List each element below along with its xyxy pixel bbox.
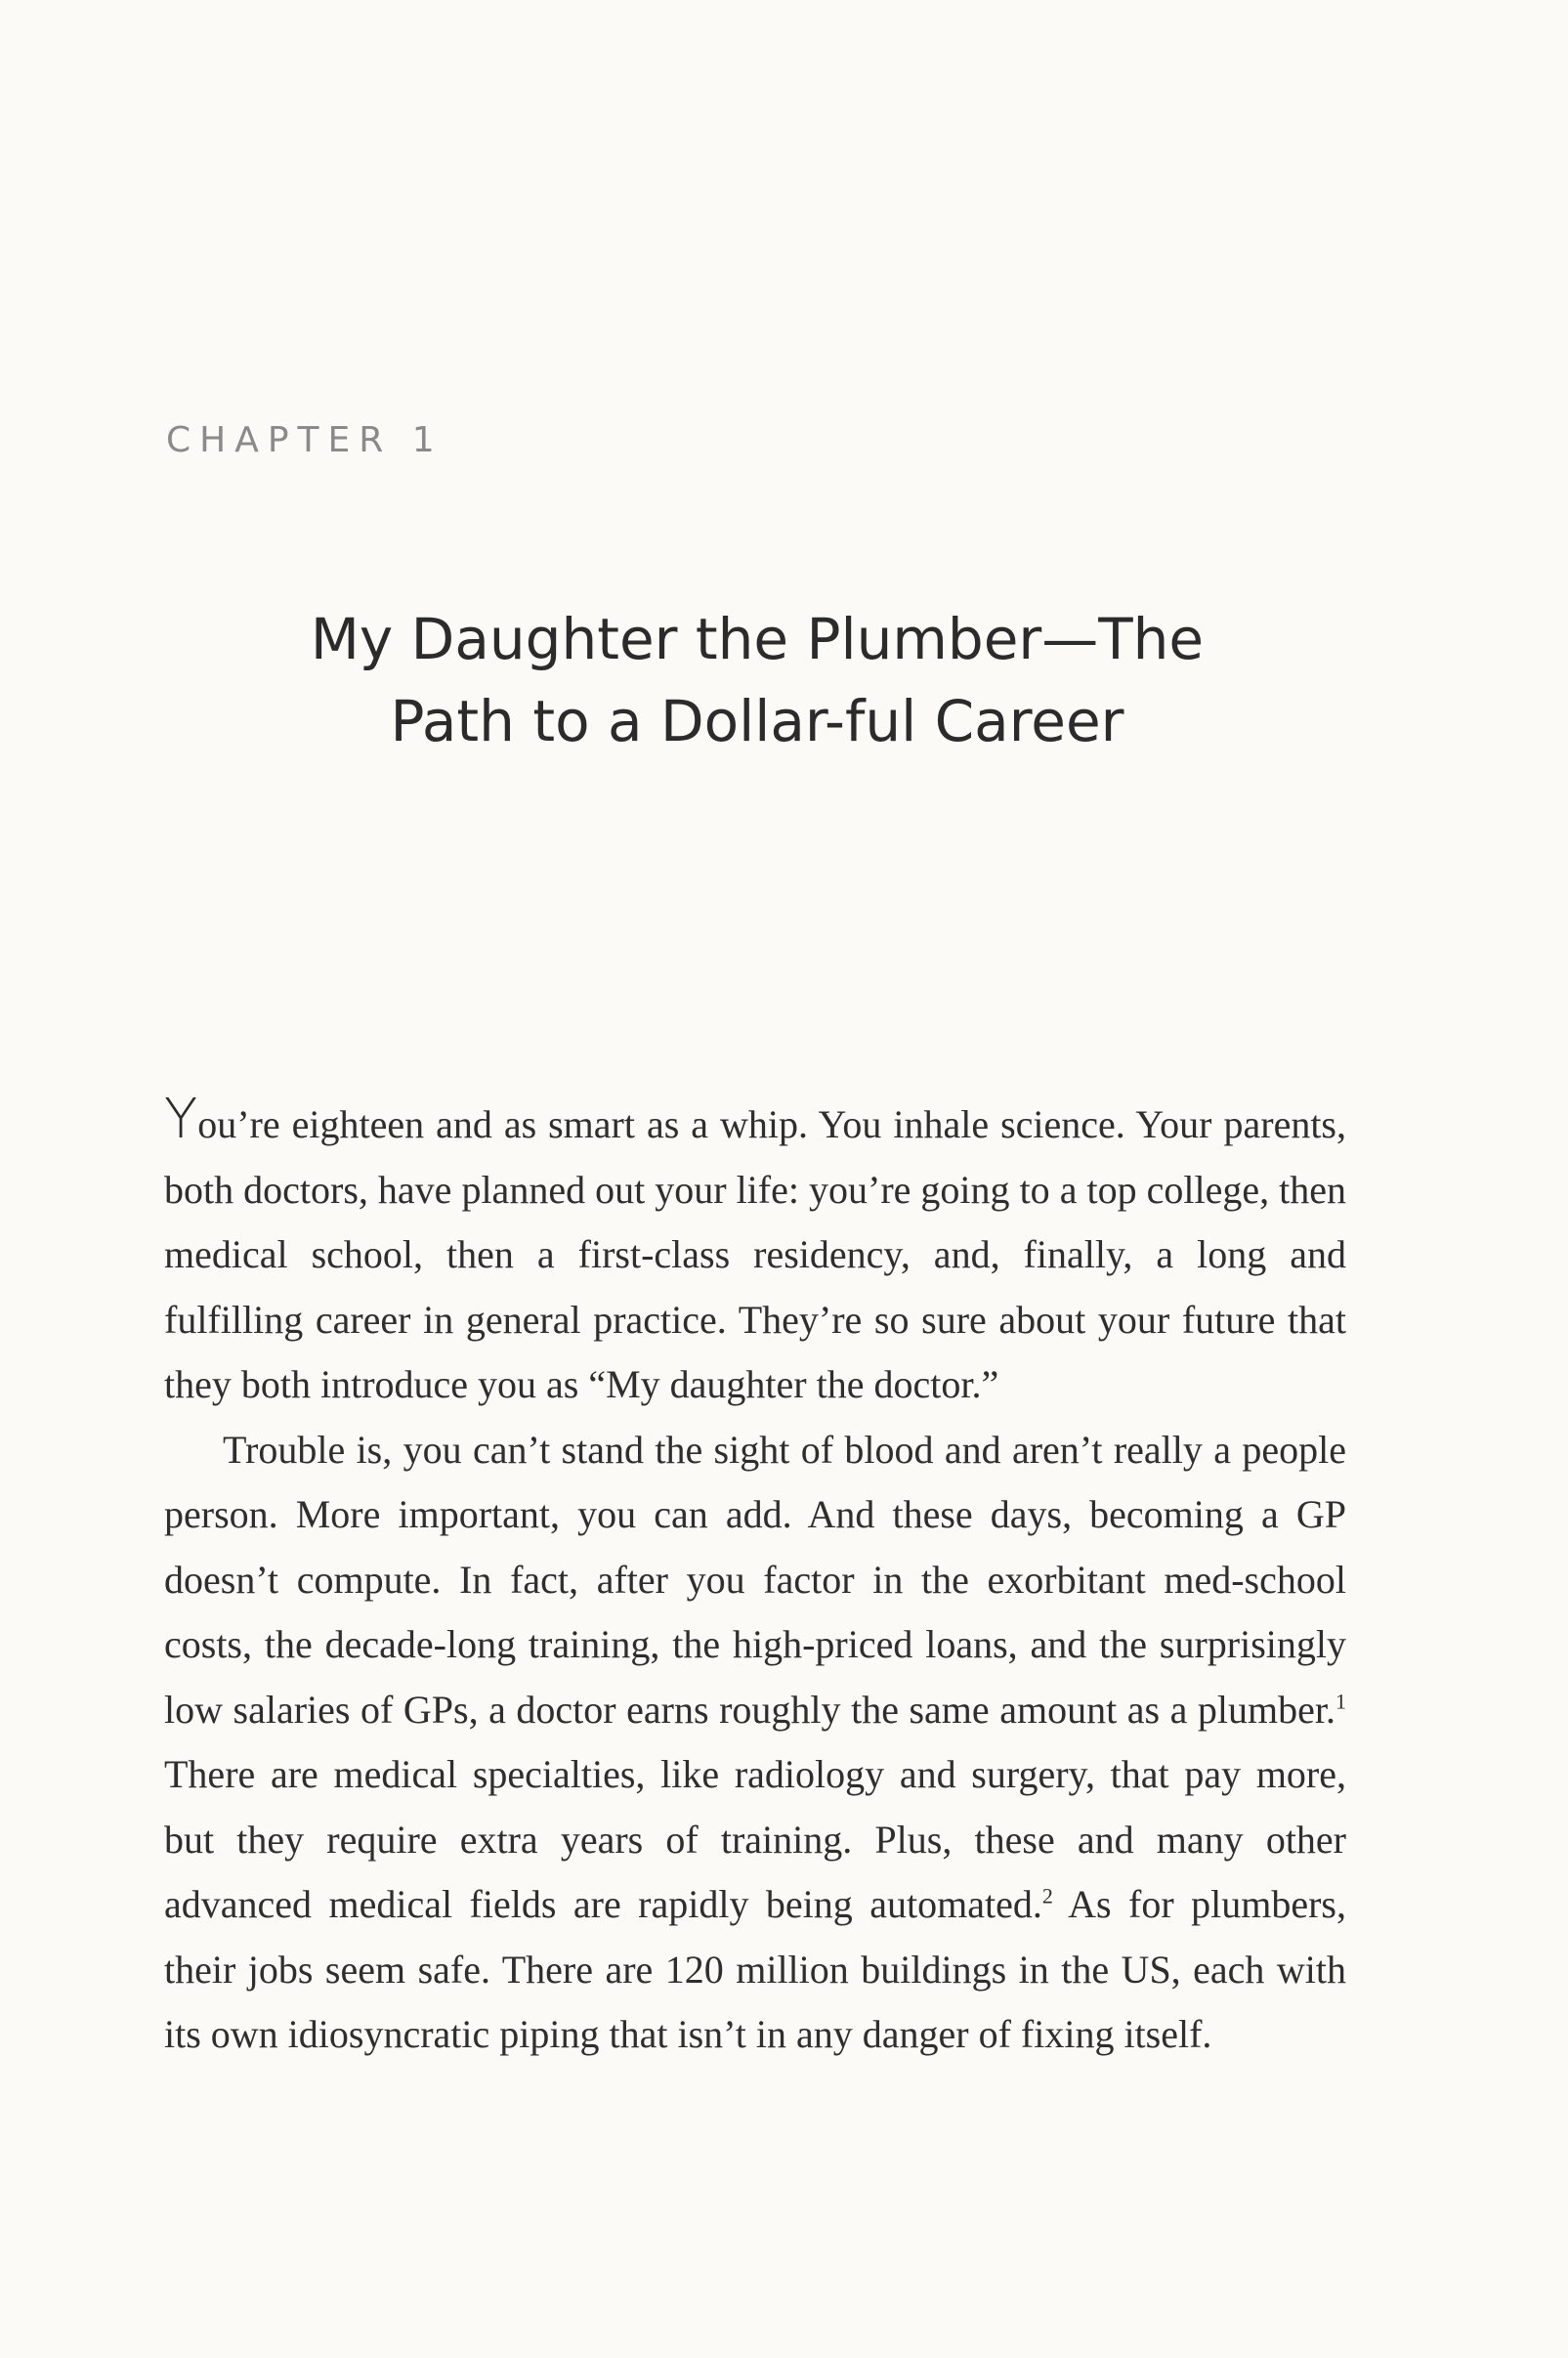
footnote-marker-1: 1 <box>1335 1689 1346 1714</box>
paragraph-1: You’re eighteen and as smart as a whip. You inhale science. Your parents, both doctors, have planned out your life: you’re going to a top college, then medical school, then a first-class residency, and, finally, a long and fulfilling career in general practice. They’re so sure about your future that they both introduce you as “My daughter the doctor.” <box>164 1088 1346 1406</box>
paragraph-2-text-a: Trouble is, you can’t stand the sight of blood and aren’t really a people person. More important, you can add. And these days, becoming a GP doesn’t compute. In fact, after you factor in the exorbitant med-school costs, the decade-long training, the high-priced loans, and the surprisingly low salaries of GPs, a doctor earns roughly the same amount as a plumber. <box>164 1427 1346 1732</box>
paragraph-2-text-b: There are medical specialties, like radiology and surgery, that pay more, but they require extra years of training. Plus, these and many other advanced medical fields are rapidly being automated. <box>164 1752 1346 1926</box>
paragraph-2-text-c: As for plumbers, their jobs seem safe. There are 120 million buildings in the US, each with its own idiosyncratic piping that isn’t in any danger of fixing itself. <box>164 1882 1346 2056</box>
chapter-title-line-2: Path to a Dollar-ful Career <box>390 688 1124 754</box>
footnote-marker-2: 2 <box>1041 1883 1053 1908</box>
body-text <box>164 1088 1346 2068</box>
chapter-title <box>166 598 1348 762</box>
chapter-label: CHAPTER 1 <box>166 420 444 460</box>
chapter-title-line-1: My Daughter the Plumber—The <box>310 606 1205 672</box>
paragraph-2 <box>164 1418 1346 2068</box>
